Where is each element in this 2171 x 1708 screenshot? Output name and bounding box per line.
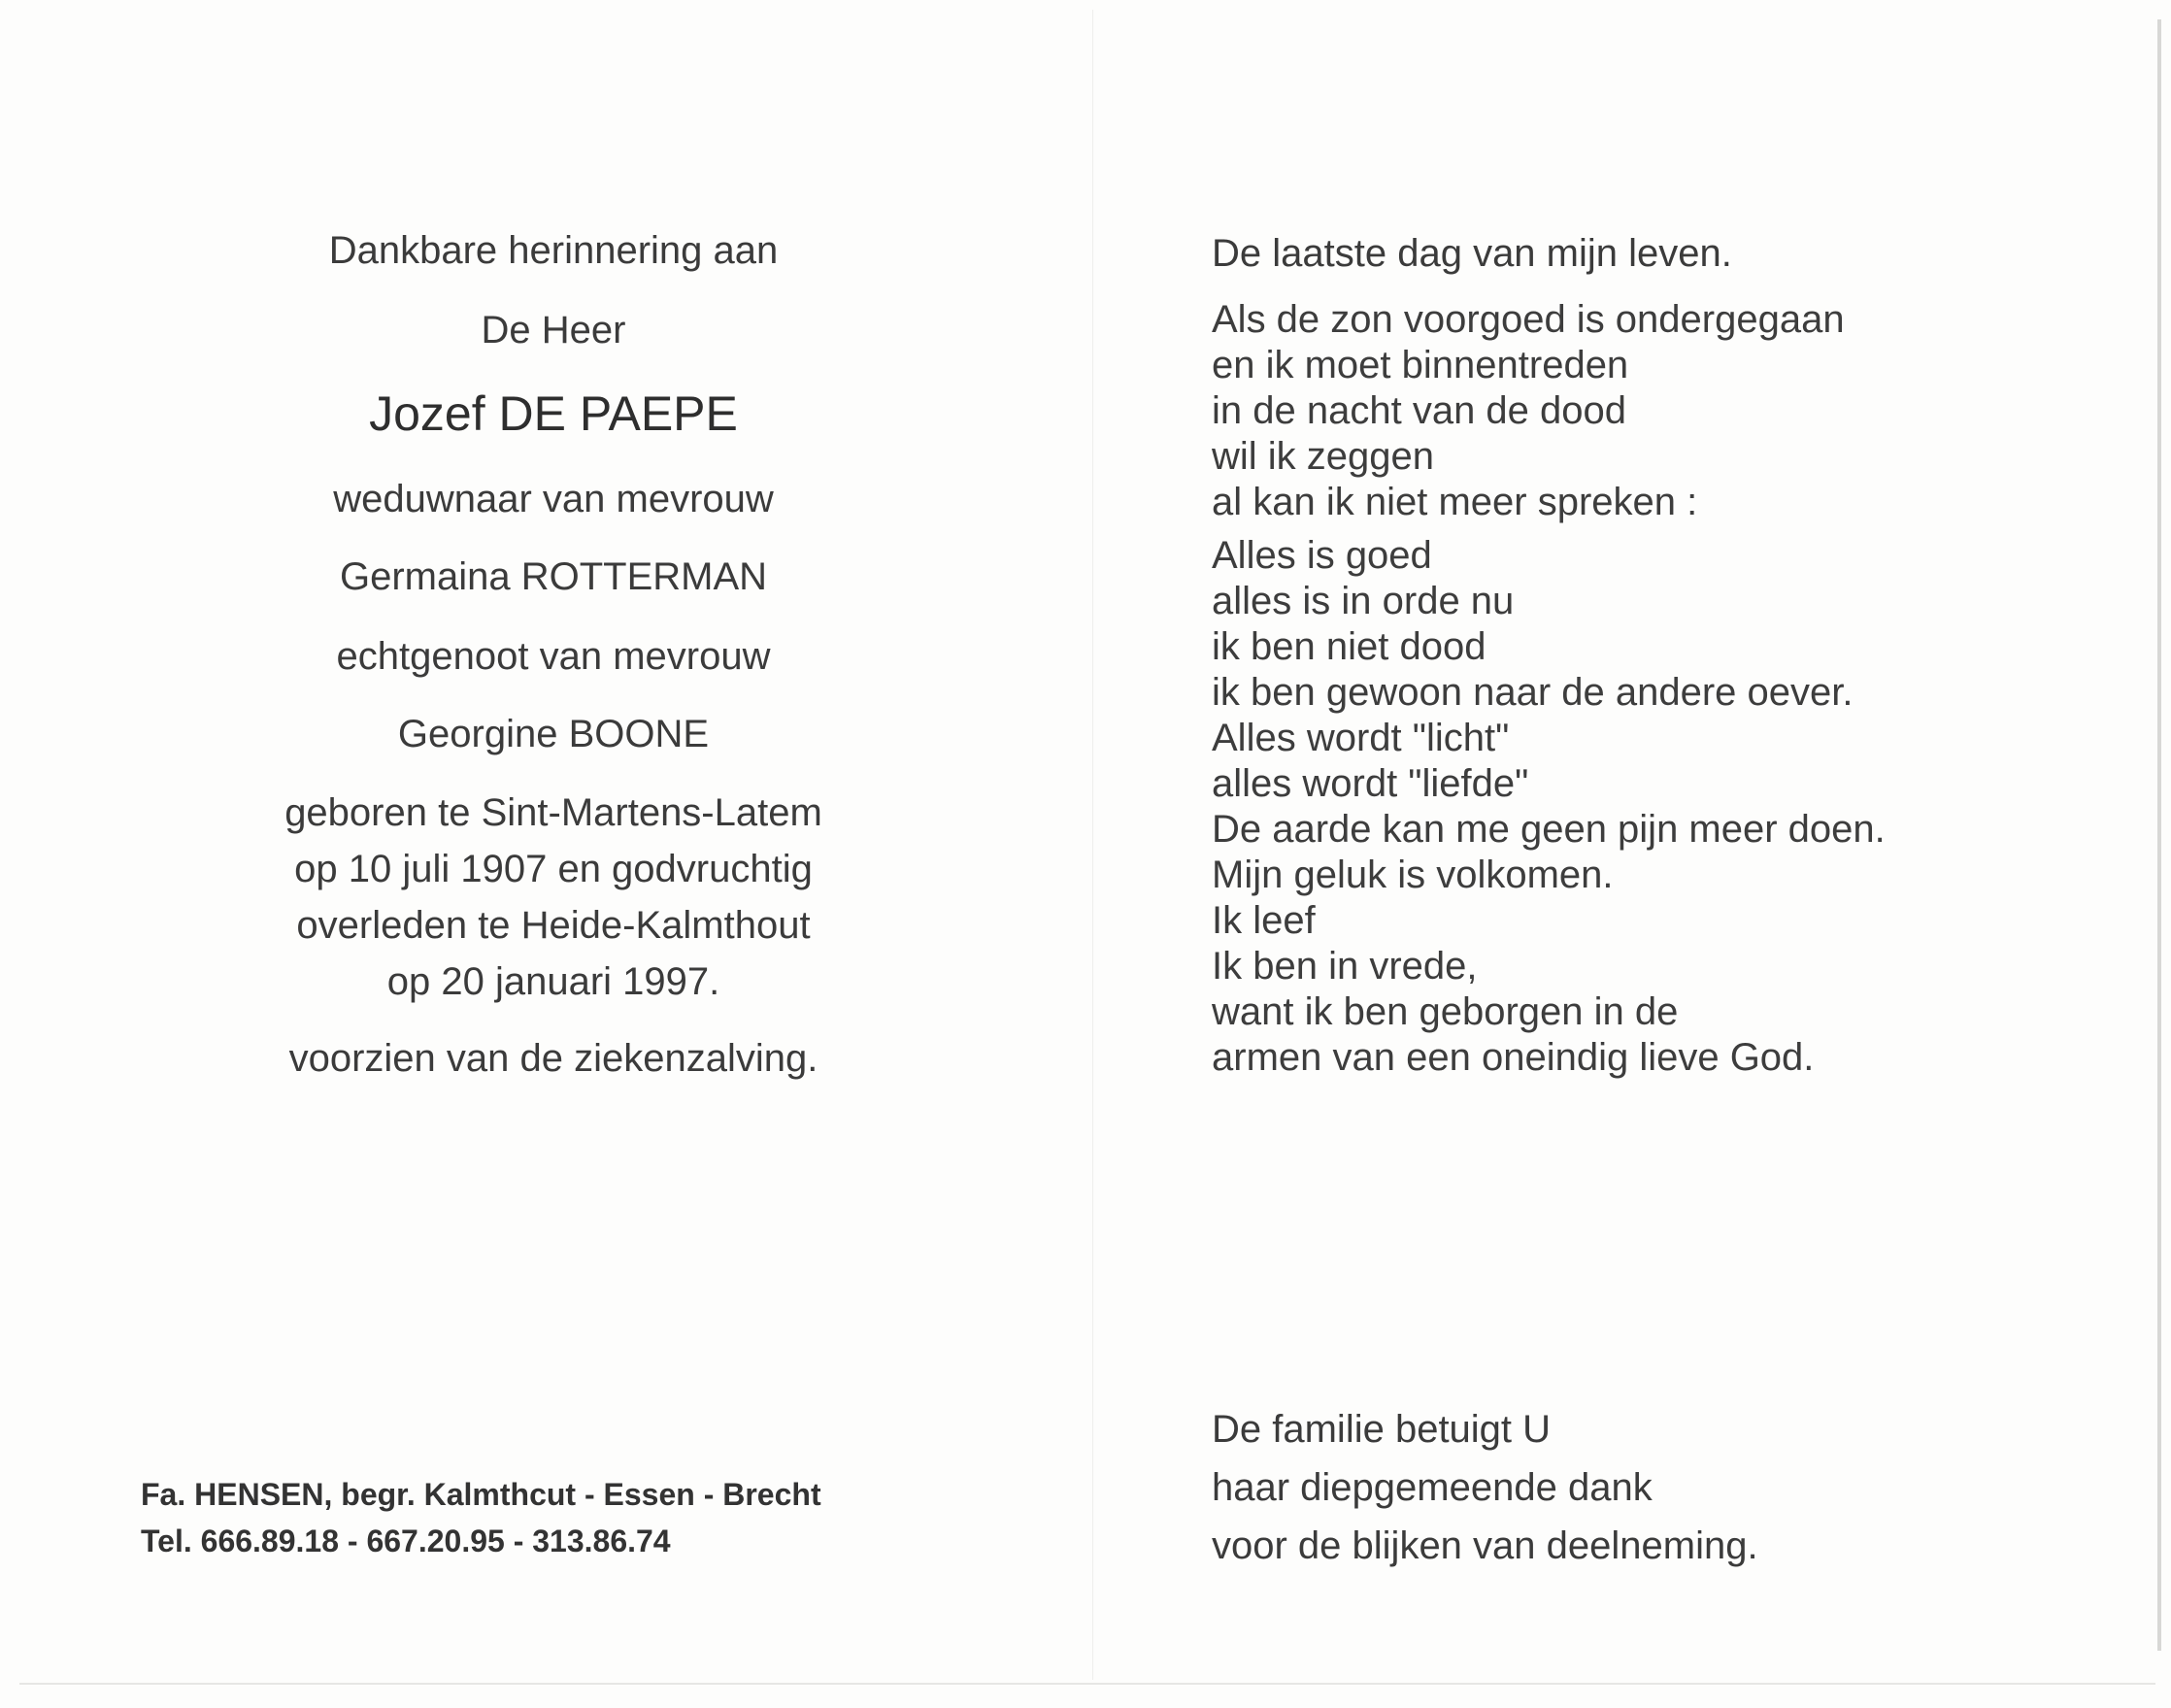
thanks-line: voor de blijken van deelneming. xyxy=(1212,1524,1758,1567)
birth-date: op 10 juli 1907 en godvruchtig xyxy=(294,848,813,890)
card-right-edge xyxy=(2157,19,2161,1651)
poem-line: ik ben gewoon naar de andere oever. xyxy=(1212,671,1854,714)
poem-stanza-2 xyxy=(1212,533,2124,1081)
death-date: op 20 januari 1997. xyxy=(386,960,720,1003)
poem xyxy=(1212,225,2124,1081)
poem-line: De aarde kan me geen pijn meer doen. xyxy=(1212,808,1886,851)
undertaker-name: Fa. HENSEN, begr. Kalmthcut - Essen - Brecht xyxy=(141,1477,821,1512)
second-spouse-name: Georgine BOONE xyxy=(397,713,710,755)
poem-line: want ik ben geborgen in de xyxy=(1212,990,1679,1033)
poem-heading: De laatste dag van mijn leven. xyxy=(1212,232,1732,275)
intro-text: Dankbare herinnering aan xyxy=(328,229,779,272)
honorific: De Heer xyxy=(481,309,626,352)
poem-line: Ik leef xyxy=(1212,899,1316,942)
obituary-panel xyxy=(165,223,942,1086)
poem-line: Mijn geluk is volkomen. xyxy=(1212,854,1614,896)
undertaker-phone: Tel. 666.89.18 - 667.20.95 - 313.86.74 xyxy=(141,1524,671,1558)
family-thanks xyxy=(1212,1400,2124,1575)
sacrament-note: voorzien van de ziekenzalving. xyxy=(288,1037,818,1080)
poem-line: Als de zon voorgoed is ondergegaan xyxy=(1212,298,1845,341)
poem-line: in de nacht van de dood xyxy=(1212,389,1627,432)
poem-line: alles is in orde nu xyxy=(1212,580,1515,622)
fold-line xyxy=(1092,10,1093,1680)
birth-place: geboren te Sint-Martens-Latem xyxy=(284,791,822,834)
deceased-name: Jozef DE PAEPE xyxy=(369,386,738,441)
poem-line: Alles wordt "licht" xyxy=(1212,717,1510,759)
thanks-line: haar diepgemeende dank xyxy=(1212,1466,1653,1509)
relation-widower: weduwnaar van mevrouw xyxy=(333,478,774,520)
thanks-line: De familie betuigt U xyxy=(1212,1408,1552,1451)
birth-death-details xyxy=(165,785,942,1010)
poem-line: wil ik zeggen xyxy=(1212,435,1435,478)
poem-line: alles wordt "liefde" xyxy=(1212,762,1529,805)
undertaker-info xyxy=(141,1471,1015,1564)
poem-line: en ik moet binnentreden xyxy=(1212,344,1629,386)
poem-stanza-1 xyxy=(1212,297,2124,525)
poem-line: armen van een oneindig lieve God. xyxy=(1212,1036,1815,1079)
death-place: overleden te Heide-Kalmthout xyxy=(296,904,811,947)
poem-line: Alles is goed xyxy=(1212,534,1432,577)
card-bottom-edge xyxy=(19,1683,2155,1685)
poem-line: ik ben niet dood xyxy=(1212,625,1486,668)
relation-husband: echtgenoot van mevrouw xyxy=(336,635,771,678)
poem-line: al kan ik niet meer spreken : xyxy=(1212,481,1698,523)
poem-line: Ik ben in vrede, xyxy=(1212,945,1478,988)
first-spouse-name: Germaina ROTTERMAN xyxy=(339,555,768,598)
